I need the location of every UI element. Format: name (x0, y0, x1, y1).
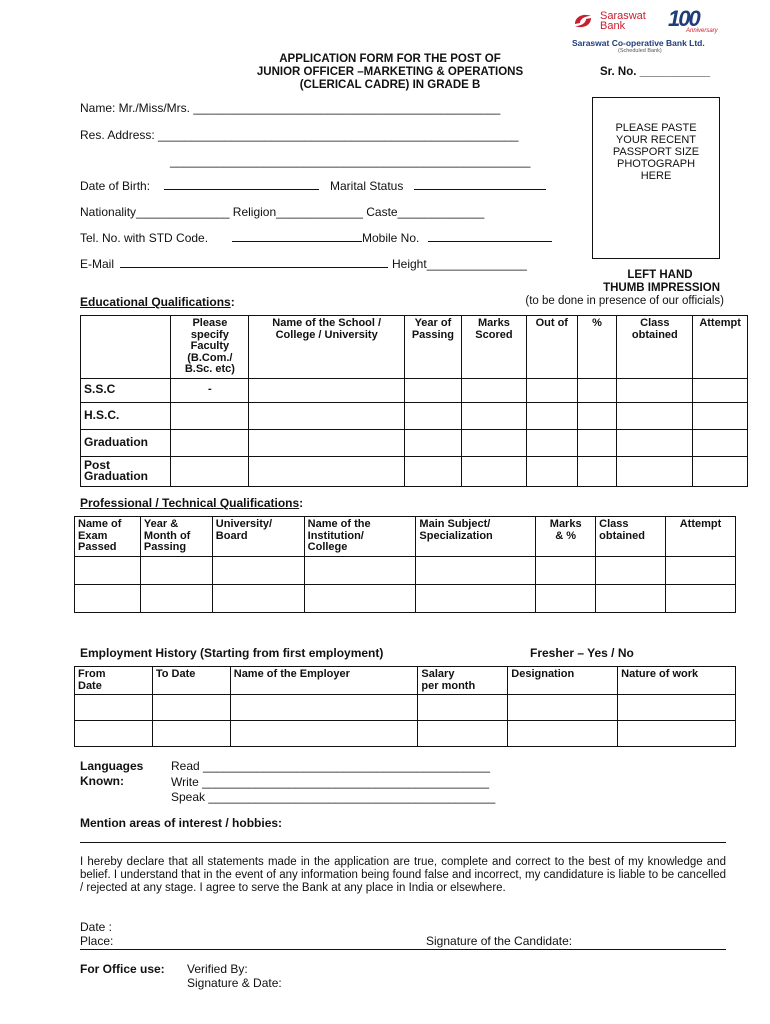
faculty-header: Please specify Faculty (B.Com./ B.Sc. etc) (171, 316, 249, 379)
professional-table (74, 516, 736, 613)
table-row (75, 721, 736, 747)
office-signature-date-field[interactable]: Signature & Date: (187, 976, 282, 990)
table-cell[interactable] (461, 456, 526, 486)
institution-header: Name of the Institution/ College (304, 517, 416, 557)
marital-status-label: Marital Status (330, 179, 404, 193)
nature-of-work-header: Nature of work (618, 667, 736, 695)
to-date-header: To Date (152, 667, 230, 695)
speak-field[interactable]: Speak ___________________________________________ (171, 790, 496, 804)
centenary-mark: 100 (668, 6, 699, 31)
ssc-faculty-cell[interactable]: - (171, 378, 249, 402)
table-cell[interactable] (693, 402, 748, 429)
table-row (81, 378, 748, 402)
year-month-header: Year & Month of Passing (140, 517, 212, 557)
table-cell[interactable] (577, 429, 617, 456)
table-cell[interactable] (405, 378, 462, 402)
photo-box: PLEASE PASTE YOUR RECENT PASSPORT SIZE PHOTOGRAPH HERE (592, 97, 720, 259)
attempt-header: Attempt (693, 316, 748, 379)
bank-short-name: Saraswat Bank (600, 10, 646, 32)
table-cell[interactable] (152, 695, 230, 721)
table-cell[interactable] (212, 584, 304, 612)
row-label-hsc: H.S.C. (81, 402, 171, 429)
table-cell[interactable] (405, 402, 462, 429)
education-table (80, 315, 748, 487)
designation-header: Designation (508, 667, 618, 695)
thumb-impression-note: (to be done in presence of our officials) (525, 295, 724, 307)
table-cell[interactable] (75, 695, 153, 721)
office-use-label: For Office use: (80, 962, 165, 976)
table-cell[interactable] (418, 695, 508, 721)
from-date-header: From Date (75, 667, 153, 695)
table-cell[interactable] (461, 378, 526, 402)
date-field[interactable]: Date : (80, 920, 113, 934)
table-row (75, 667, 736, 695)
form-title: APPLICATION FORM FOR THE POST OF JUNIOR OFFICER –MARKETING & OPERATIONS (CLERICAL CADRE) IN GRADE B (256, 53, 524, 91)
table-cell[interactable] (461, 429, 526, 456)
table-cell[interactable] (527, 378, 577, 402)
address-field[interactable]: Res. Address: ______________________________________________________ (80, 128, 519, 142)
table-cell[interactable] (618, 695, 736, 721)
languages-fields (171, 759, 495, 806)
table-cell[interactable] (75, 721, 153, 747)
school-header: Name of the School / College / University (249, 316, 405, 379)
table-cell[interactable] (416, 584, 536, 612)
table-cell[interactable] (577, 378, 617, 402)
table-cell[interactable] (75, 556, 141, 584)
table-cell[interactable] (230, 695, 418, 721)
class-header: Class obtained (617, 316, 693, 379)
table-cell[interactable] (536, 584, 596, 612)
table-row (81, 402, 748, 429)
table-cell[interactable] (140, 584, 212, 612)
nationality-religion-caste-field[interactable]: Nationality______________ Religion_____________ Caste_____________ (80, 205, 485, 219)
table-cell[interactable] (527, 429, 577, 456)
table-cell[interactable] (596, 584, 666, 612)
email-field[interactable] (120, 256, 388, 268)
table-cell[interactable] (249, 402, 405, 429)
table-cell[interactable] (617, 456, 693, 486)
office-use-fields (187, 962, 282, 990)
mobile-field[interactable] (428, 230, 552, 242)
marks-header: Marks Scored (461, 316, 526, 379)
table-cell[interactable] (527, 456, 577, 486)
bank-full-name: Saraswat Co-operative Bank Ltd. (572, 38, 705, 48)
table-cell[interactable] (508, 695, 618, 721)
marks-percent-header: Marks & % (536, 517, 596, 557)
tel-label: Tel. No. with STD Code. (80, 231, 209, 245)
table-cell[interactable] (405, 429, 462, 456)
table-cell[interactable] (304, 584, 416, 612)
subject-header: Main Subject/ Specialization (416, 517, 536, 557)
saraswat-logo-icon (572, 10, 594, 32)
professional-heading: Professional / Technical Qualifications: (80, 496, 304, 510)
table-cell[interactable] (171, 402, 249, 429)
candidate-signature-label: Signature of the Candidate: (426, 934, 573, 948)
class-header: Class obtained (596, 517, 666, 557)
table-cell[interactable] (461, 402, 526, 429)
address-line2-field[interactable]: ______________________________________________________ (170, 154, 531, 168)
serial-number-field[interactable]: Sr. No. ___________ (600, 66, 710, 78)
write-field[interactable]: Write ___________________________________________ (171, 774, 490, 789)
table-cell[interactable] (527, 402, 577, 429)
table-cell[interactable] (693, 456, 748, 486)
marital-status-field[interactable] (414, 178, 546, 190)
table-cell[interactable] (405, 456, 462, 486)
table-cell (81, 316, 171, 379)
table-cell[interactable] (666, 584, 736, 612)
employer-header: Name of the Employer (230, 667, 418, 695)
table-cell[interactable] (230, 721, 418, 747)
table-cell[interactable] (171, 429, 249, 456)
table-cell[interactable] (617, 402, 693, 429)
education-heading: Educational Qualifications: (80, 295, 235, 309)
table-row (81, 429, 748, 456)
table-cell[interactable] (171, 456, 249, 486)
table-row (75, 695, 736, 721)
year-header: Year of Passing (405, 316, 462, 379)
dob-field[interactable] (164, 178, 319, 190)
fresher-option[interactable]: Fresher – Yes / No (530, 646, 634, 660)
table-cell[interactable] (693, 429, 748, 456)
signature-divider (80, 949, 726, 950)
table-cell[interactable] (617, 378, 693, 402)
mobile-label: Mobile No. (362, 231, 420, 245)
interests-field[interactable] (80, 842, 726, 843)
table-cell[interactable] (416, 556, 536, 584)
dob-label: Date of Birth: (80, 179, 151, 193)
salary-header: Salary per month (418, 667, 508, 695)
interests-label: Mention areas of interest / hobbies: (80, 816, 283, 830)
languages-label: Languages Known: (80, 759, 144, 788)
attempt-header: Attempt (666, 517, 736, 557)
table-cell[interactable] (693, 378, 748, 402)
table-cell[interactable] (304, 556, 416, 584)
read-field[interactable]: Read ___________________________________________ (171, 759, 490, 773)
outof-header: Out of (527, 316, 577, 379)
height-field[interactable]: Height_______________ (392, 257, 527, 271)
table-cell[interactable] (508, 721, 618, 747)
table-cell[interactable] (249, 429, 405, 456)
scheduled-bank-note: (Scheduled Bank) (618, 48, 662, 54)
anniversary-text: Anniversary (686, 28, 718, 34)
table-cell[interactable] (666, 556, 736, 584)
table-cell[interactable] (212, 556, 304, 584)
place-field[interactable]: Place: (80, 934, 114, 948)
table-cell[interactable] (577, 456, 617, 486)
table-cell[interactable] (140, 556, 212, 584)
row-label-graduation: Graduation (81, 429, 171, 456)
table-cell[interactable] (618, 721, 736, 747)
declaration-text: I hereby declare that all statements made in the application are true, complete and correct to the best of my knowledge and belief. I understand that in the event of any information being found false and incorrect, my candidature is liable to be cancelled / rejected at any stage. I agree to serve the Bank at any place in India or elsewhere. (80, 856, 726, 894)
table-row (81, 316, 748, 379)
employment-heading: Employment History (Starting from first employment) (80, 646, 384, 660)
table-row (75, 517, 736, 557)
table-cell[interactable] (596, 556, 666, 584)
exam-header: Name of Exam Passed (75, 517, 141, 557)
table-row (75, 556, 736, 584)
table-row (81, 456, 748, 486)
employment-table (74, 666, 736, 747)
percent-header: % (577, 316, 617, 379)
bank-logo (570, 6, 720, 54)
row-label-ssc: S.S.C (81, 378, 171, 402)
university-header: University/ Board (212, 517, 304, 557)
email-label: E-Mail (80, 257, 115, 271)
table-cell[interactable] (249, 378, 405, 402)
table-cell[interactable] (418, 721, 508, 747)
table-cell[interactable] (536, 556, 596, 584)
table-cell[interactable] (152, 721, 230, 747)
name-field[interactable]: Name: Mr./Miss/Mrs. ______________________________________________ (80, 101, 501, 115)
table-cell[interactable] (249, 456, 405, 486)
tel-field[interactable] (232, 230, 362, 242)
table-row (75, 584, 736, 612)
row-label-post-graduation: Post Graduation (81, 456, 171, 486)
thumb-impression-label: LEFT HAND THUMB IMPRESSION (603, 269, 720, 294)
table-cell[interactable] (617, 429, 693, 456)
table-cell[interactable] (75, 584, 141, 612)
verified-by-field[interactable]: Verified By: (187, 962, 248, 976)
table-cell[interactable] (577, 402, 617, 429)
